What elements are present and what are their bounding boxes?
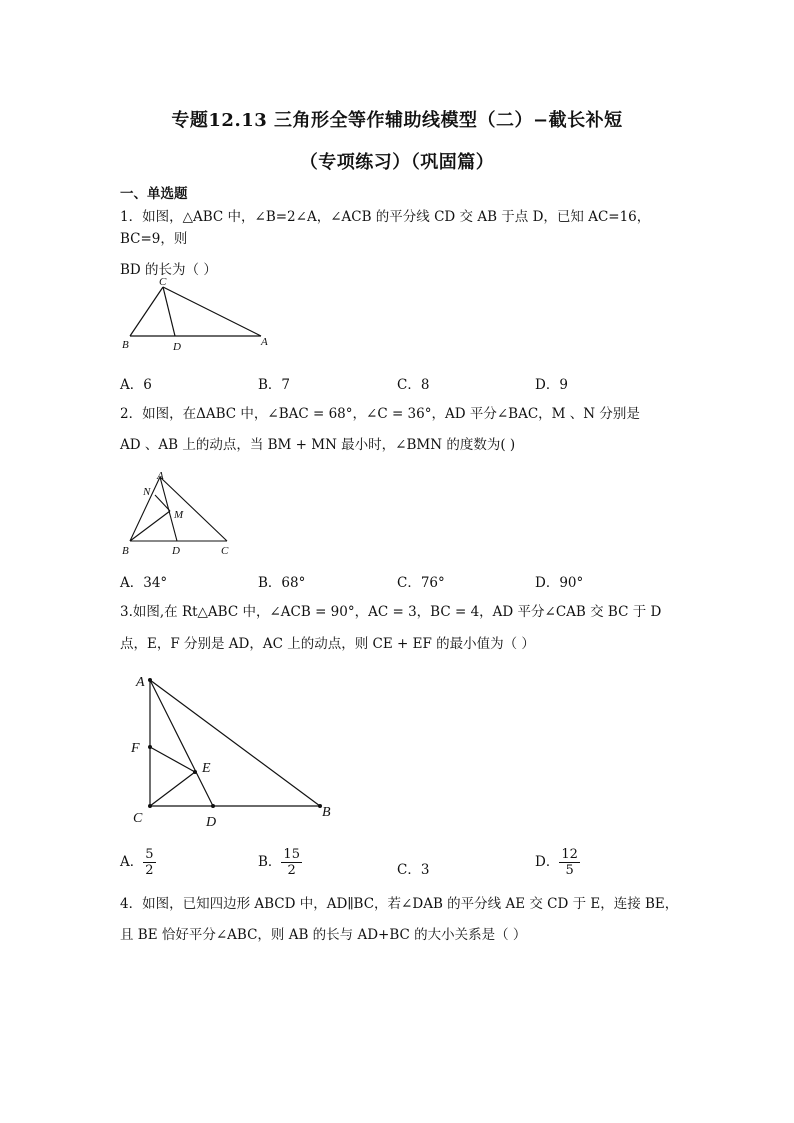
label-e: E <box>202 761 211 776</box>
question-2-line-2: AD 、AB 上的动点，当 BM + MN 最小时，∠BMN 的度数为( ) <box>120 437 516 453</box>
q3-option-d-fraction <box>559 847 580 878</box>
segment-ca <box>163 287 261 336</box>
segment-cd <box>163 287 175 336</box>
question-1-line-1: 1．如图，△ABC 中，∠B=2∠A，∠ACB 的平分线 CD 交 AB 于点 D，已知 AC=16，BC=9，则 <box>120 209 651 247</box>
point-a <box>148 678 152 682</box>
point-e <box>193 770 197 774</box>
label-d: D <box>173 341 181 353</box>
segment-ac <box>160 477 227 541</box>
q3-option-b-fraction <box>281 847 302 878</box>
q3-option-a-numerator: 5 <box>145 847 154 862</box>
label-a: A <box>136 675 145 690</box>
q3-option-c-prefix: C． <box>397 862 421 878</box>
question-3-line-2: 点，E，F 分别是 AD，AC 上的动点，则 CE + EF 的最小值为（ ） <box>120 636 535 652</box>
q3-option-a-denominator: 2 <box>145 863 154 878</box>
segment-bm <box>130 511 170 541</box>
q3-option-c-value: 3 <box>420 862 430 878</box>
q3-option-a[interactable] <box>120 847 156 878</box>
label-d: D <box>172 545 180 557</box>
q1-option-d[interactable]: D．9 <box>535 377 568 393</box>
question-1-figure <box>115 272 285 354</box>
segment-ce <box>150 772 195 806</box>
label-f: F <box>131 741 140 756</box>
label-a: A <box>261 336 268 348</box>
document-subtitle: （专项练习）（巩固篇） <box>299 152 495 173</box>
q1-option-b[interactable]: B．7 <box>258 377 291 393</box>
segment-ad <box>150 680 213 806</box>
q3-option-b[interactable] <box>258 847 302 878</box>
label-d: D <box>206 815 217 830</box>
segment-fe <box>150 747 195 772</box>
question-4-line-2: 且 BE 恰好平分∠ABC，则 AB 的长与 AD+BC 的大小关系是（ ） <box>120 927 527 943</box>
label-b: B <box>122 339 129 351</box>
label-n: N <box>143 486 151 498</box>
q2-option-b[interactable]: B．68° <box>258 575 306 591</box>
document-title: 专题12.13 三角形全等作辅助线模型（二）−截长补短 <box>171 110 623 131</box>
q3-option-d-numerator: 12 <box>561 847 578 862</box>
question-1-line-2: BD 的长为（ ） <box>120 262 217 278</box>
q2-option-c[interactable]: C．76° <box>397 575 445 591</box>
label-c: C <box>221 545 229 557</box>
q3-option-d-prefix: D． <box>535 854 560 870</box>
q3-option-b-prefix: B． <box>258 854 282 870</box>
question-2-text <box>120 403 680 456</box>
question-3-text <box>120 601 680 655</box>
label-a: A <box>157 470 164 482</box>
label-c: C <box>133 811 143 826</box>
point-d <box>211 804 215 808</box>
label-m: M <box>174 509 184 521</box>
question-3-figure <box>115 668 345 833</box>
q3-option-a-fraction <box>143 847 155 878</box>
q3-option-d[interactable] <box>535 847 580 878</box>
question-2-line-1: 2．如图，在ΔABC 中，∠BAC = 68°，∠C = 36°，AD 平分∠BAC，M 、N 分别是 <box>120 406 640 422</box>
segment-bc <box>130 287 163 336</box>
q2-option-a[interactable]: A．34° <box>120 575 168 591</box>
question-4-text <box>120 893 680 946</box>
q3-option-b-numerator: 15 <box>283 847 300 862</box>
q3-option-a-prefix: A． <box>120 854 144 870</box>
q3-option-b-denominator: 2 <box>287 863 296 878</box>
label-c: C <box>159 276 167 288</box>
label-b: B <box>122 545 129 557</box>
section-heading: 一、单选题 <box>120 186 188 202</box>
q1-option-a[interactable]: A．6 <box>120 377 152 393</box>
q1-option-c[interactable]: C．8 <box>397 377 430 393</box>
question-2-figure <box>115 468 245 560</box>
point-c <box>148 804 152 808</box>
q3-option-d-denominator: 5 <box>565 863 574 878</box>
q2-option-d[interactable]: D．90° <box>535 575 584 591</box>
segment-mn <box>155 495 170 511</box>
point-f <box>148 745 152 749</box>
label-b: B <box>322 805 331 820</box>
question-4-line-1: 4．如图，已知四边形 ABCD 中，AD∥BC，若∠DAB 的平分线 AE 交 CD 于 E，连接 BE， <box>120 896 679 912</box>
question-3-line-1: 3.如图,在 Rt△ABC 中，∠ACB = 90°，AC = 3，BC = 4，AD 平分∠CAB 交 BC 于 D <box>120 604 662 620</box>
question-1-text <box>120 206 680 281</box>
q3-option-c[interactable] <box>397 858 429 878</box>
